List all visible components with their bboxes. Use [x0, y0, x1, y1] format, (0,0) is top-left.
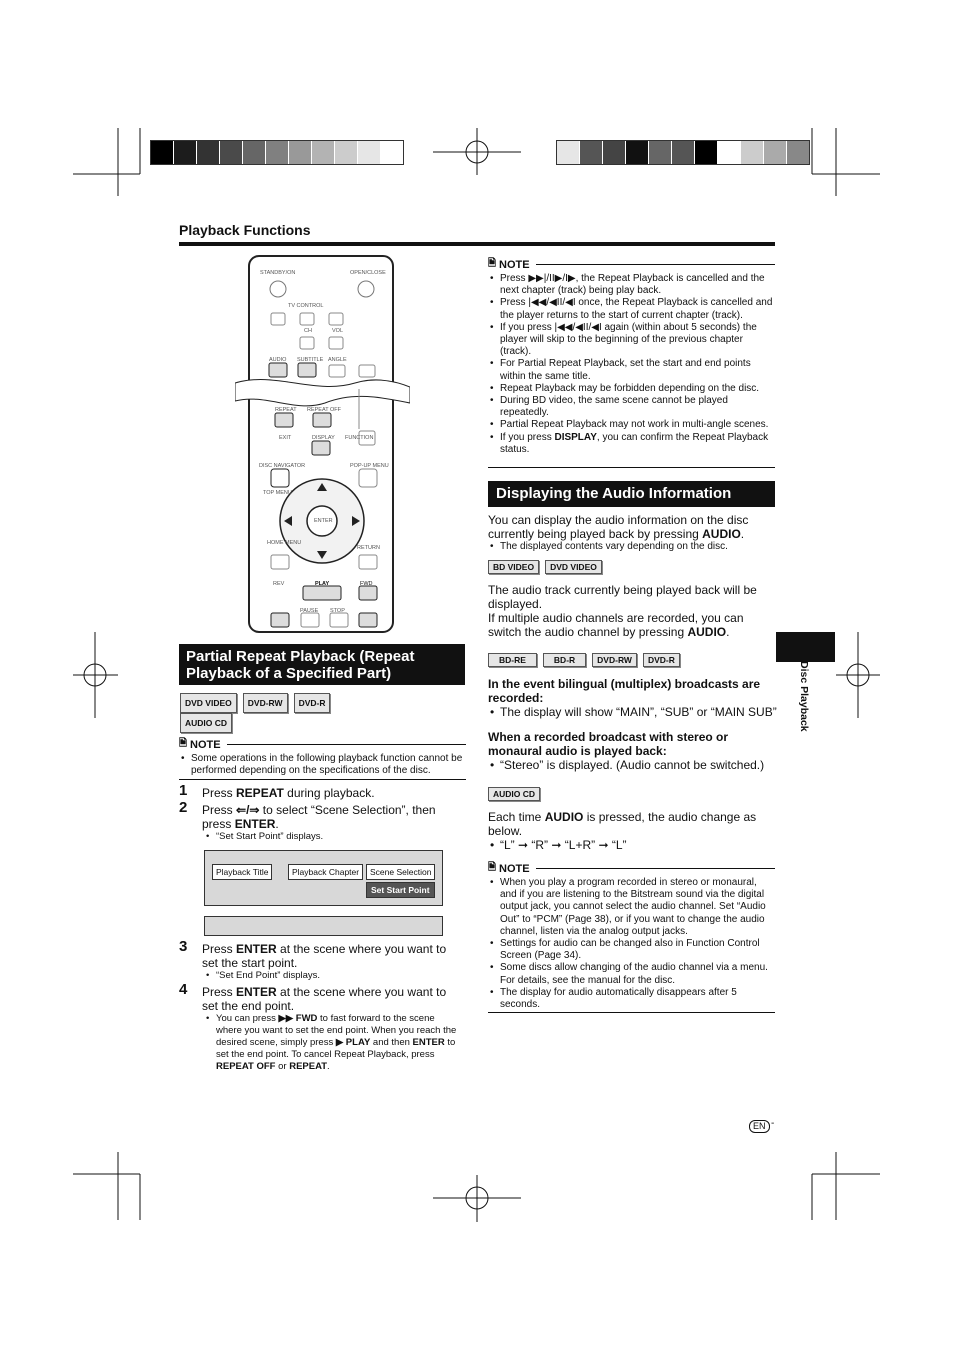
remote-label-top-menu: TOP MENU	[263, 490, 292, 496]
step-3-sub: • “Set End Point” displays.	[204, 970, 462, 982]
remote-label-ch: CH	[304, 328, 312, 334]
lang-badge: EN	[749, 1120, 770, 1133]
remote-label-pause: PAUSE	[300, 608, 319, 614]
page-number-dash: -	[771, 1118, 775, 1129]
remote-label-popup-menu: POP-UP MENU	[350, 463, 389, 469]
remote-control-illustration	[235, 253, 410, 633]
osd-playback-chapter-button[interactable]: Playback Chapter	[288, 864, 363, 880]
note-item: • If you press DISPLAY, you can confirm the Repeat Playback status.	[488, 432, 775, 456]
note-heading: 🗎 NOTE	[488, 860, 775, 877]
osd-scene-selection-button[interactable]: Scene Selection	[366, 864, 435, 880]
partial-repeat-title-line1: Partial Repeat Playback (Repeat	[186, 648, 415, 665]
partial-tags	[180, 693, 380, 733]
tag-dvd-video: DVD VIDEO	[545, 560, 602, 574]
note-item: • During BD video, the same scene cannot be played repeatedly.	[488, 395, 775, 419]
note-item: • If you press |◀◀/◀II/◀I again (within about 5 seconds) the player will skip to the beginning of the previous chapter (track).	[488, 322, 775, 359]
note-item: • Settings for audio can be changed also in Function Control Screen (Page 34).	[488, 938, 775, 962]
tag-dvd-r: DVD-R	[294, 693, 331, 713]
note-item: • For Partial Repeat Playback, set the start and end points within the same title.	[488, 358, 775, 382]
note-item: • Repeat Playback may be forbidden depending on the disc.	[488, 383, 775, 395]
note-item: • Press ▶▶|/II▶/I▶, the Repeat Playback is cancelled and the next chapter (track) being play back.	[488, 273, 775, 297]
tag-audio-cd: AUDIO CD	[488, 787, 540, 801]
header-rule	[179, 242, 775, 246]
tag-dvd-video: DVD VIDEO	[180, 693, 237, 713]
remote-label-disc-navigator: DISC NAVIGATOR	[259, 463, 306, 469]
partial-note	[179, 736, 466, 777]
remote-label-return: RETURN	[357, 545, 380, 551]
audio-heading: Displaying the Audio Information	[488, 481, 775, 507]
remote-label-exit: EXIT	[279, 435, 292, 441]
remote-label-enter: ENTER	[314, 518, 333, 524]
note-icon: 🗎	[179, 738, 188, 749]
remote-label-repeat: REPEAT	[275, 407, 297, 413]
audio-cycle: • “L” ➞ “R” ➞ “L+R” ➞ “L”	[488, 838, 775, 853]
tag-dvd-r: DVD-R	[643, 653, 680, 667]
step-1: 1 Press REPEAT during playback.	[179, 782, 375, 800]
remote-label-repeat-off: REPEAT OFF	[307, 407, 342, 413]
remote-label-vol: VOL	[332, 328, 344, 334]
remote-label-subtitle: SUBTITLE	[297, 357, 324, 363]
tag-dvd-rw: DVD-RW	[243, 693, 288, 713]
stereo-heading: When a recorded broadcast with stereo or monaural audio is played back:	[488, 730, 729, 758]
bilingual-heading: In the event bilingual (multiplex) broadcasts are recorded:	[488, 677, 761, 705]
note-item: • When you play a program recorded in stereo or monaural, and if you are listening to the Bitstream sound via the digital output jack, you cannot select the audio channel. Set “Audio Out” to “PCM” (Page 38), or if you want to change the audio channel, listen via the analog output jacks.	[488, 877, 775, 938]
top-note-rule	[488, 467, 775, 468]
remote-label-function: FUNCTION	[345, 435, 374, 441]
audio-intro-sub: • The displayed contents vary depending on the disc.	[488, 541, 775, 553]
remote-label-stop: STOP	[330, 608, 345, 614]
note-icon: 🗎	[488, 258, 497, 269]
remote-label-play: PLAY	[315, 581, 330, 587]
audio-paragraph: The audio track currently being played back will be displayed. If multiple audio channels are recorded, you can switch the audio channel by pressing AUDIO.	[488, 583, 757, 639]
step-4: 4 Press ENTER at the scene where you want to set the end point. • You can press ▶▶ FWD to fast forward to the scene where you want to set the end point. When you reach the desired scene, simply press ▶ PLAY and then ENTER to set the end point. To cancel Repeat Playback, press REPEAT OFF or REPEAT.	[202, 985, 462, 1073]
audio-intro: You can display the audio information on the disc currently being played back by pressing AUDIO. • The displayed contents vary depending on the disc.	[488, 513, 775, 553]
step-2-sub: • “Set Start Point” displays.	[204, 831, 462, 843]
step-2: 2 Press ⇐/⇒ to select “Scene Selection”, then press ENTER. • “Set Start Point” displays.	[202, 803, 462, 843]
tag-bd-r: BD-R	[543, 653, 586, 667]
tag-bd-re: BD-RE	[488, 653, 537, 667]
side-tab-label: Disc Playback	[798, 661, 810, 732]
remote-label-rev: REV	[273, 581, 285, 587]
audio-note-rule	[488, 1012, 775, 1013]
osd-set-start-point-button[interactable]: Set Start Point	[366, 882, 435, 898]
remote-label-standby: STANDBY/ON	[260, 270, 296, 276]
note-item: • Partial Repeat Playback may not work in multi-angle scenes.	[488, 419, 775, 431]
audio-tags-1	[488, 557, 608, 575]
osd-status-bar	[204, 916, 443, 936]
step-3: 3 Press ENTER at the scene where you want to set the start point. • “Set End Point” displays.	[202, 942, 462, 982]
osd-playback-title-button[interactable]: Playback Title	[212, 864, 272, 880]
audio-cycle-block: Each time AUDIO is pressed, the audio change as below. • “L” ➞ “R” ➞ “L+R” ➞ “L”	[488, 810, 775, 853]
remote-label-display: DISPLAY	[312, 435, 335, 441]
note-item: • Some operations in the following playback function cannot be performed depending on the specifications of the disc.	[179, 753, 466, 777]
audio-tags-3	[488, 784, 546, 802]
note-item: • Some discs allow changing of the audio channel via a menu. For details, see the manual for the disc.	[488, 962, 775, 986]
tag-dvd-rw: DVD-RW	[592, 653, 637, 667]
step-4-sub: • You can press ▶▶ FWD to fast forward to the scene where you want to set the end point. When you reach the desired scene, simply press ▶ PLAY and then ENTER to set the end point. To cancel Repeat Playback, press REPEAT OFF or REPEAT.	[204, 1013, 462, 1073]
bilingual-item: • The display will show “MAIN”, “SUB” or “MAIN SUB”	[488, 705, 778, 719]
partial-repeat-title-line2: Playback of a Specified Part)	[186, 665, 392, 682]
bilingual-block	[488, 677, 778, 719]
section-title: Playback Functions	[179, 222, 311, 238]
remote-label-fwd: FWD	[360, 581, 373, 587]
remote-label-home-menu: HOME MENU	[267, 540, 302, 546]
partial-repeat-heading	[179, 644, 465, 685]
stereo-item: • “Stereo” is displayed. (Audio cannot be switched.)	[488, 758, 778, 772]
remote-label-open-close: OPEN/CLOSE	[350, 270, 386, 276]
remote-label-angle: ANGLE	[328, 357, 347, 363]
note-item: • Press |◀◀/◀II/◀I once, the Repeat Playback is cancelled and the player returns to the start of current chapter (track).	[488, 297, 775, 321]
audio-tags-2	[488, 650, 686, 668]
note-heading: 🗎 NOTE	[488, 256, 775, 273]
top-note	[488, 256, 775, 456]
tag-audio-cd: AUDIO CD	[180, 713, 232, 733]
audio-note	[488, 860, 775, 1011]
remote-label-tv-control: TV CONTROL	[288, 303, 324, 309]
note-heading: 🗎 NOTE	[179, 736, 466, 753]
note-icon: 🗎	[488, 862, 497, 873]
note-item: • The display for audio automatically disappears after 5 seconds.	[488, 987, 775, 1011]
tag-bd-video: BD VIDEO	[488, 560, 539, 574]
side-tab-block	[776, 632, 835, 662]
stereo-block	[488, 730, 778, 772]
remote-label-audio: AUDIO	[269, 357, 287, 363]
